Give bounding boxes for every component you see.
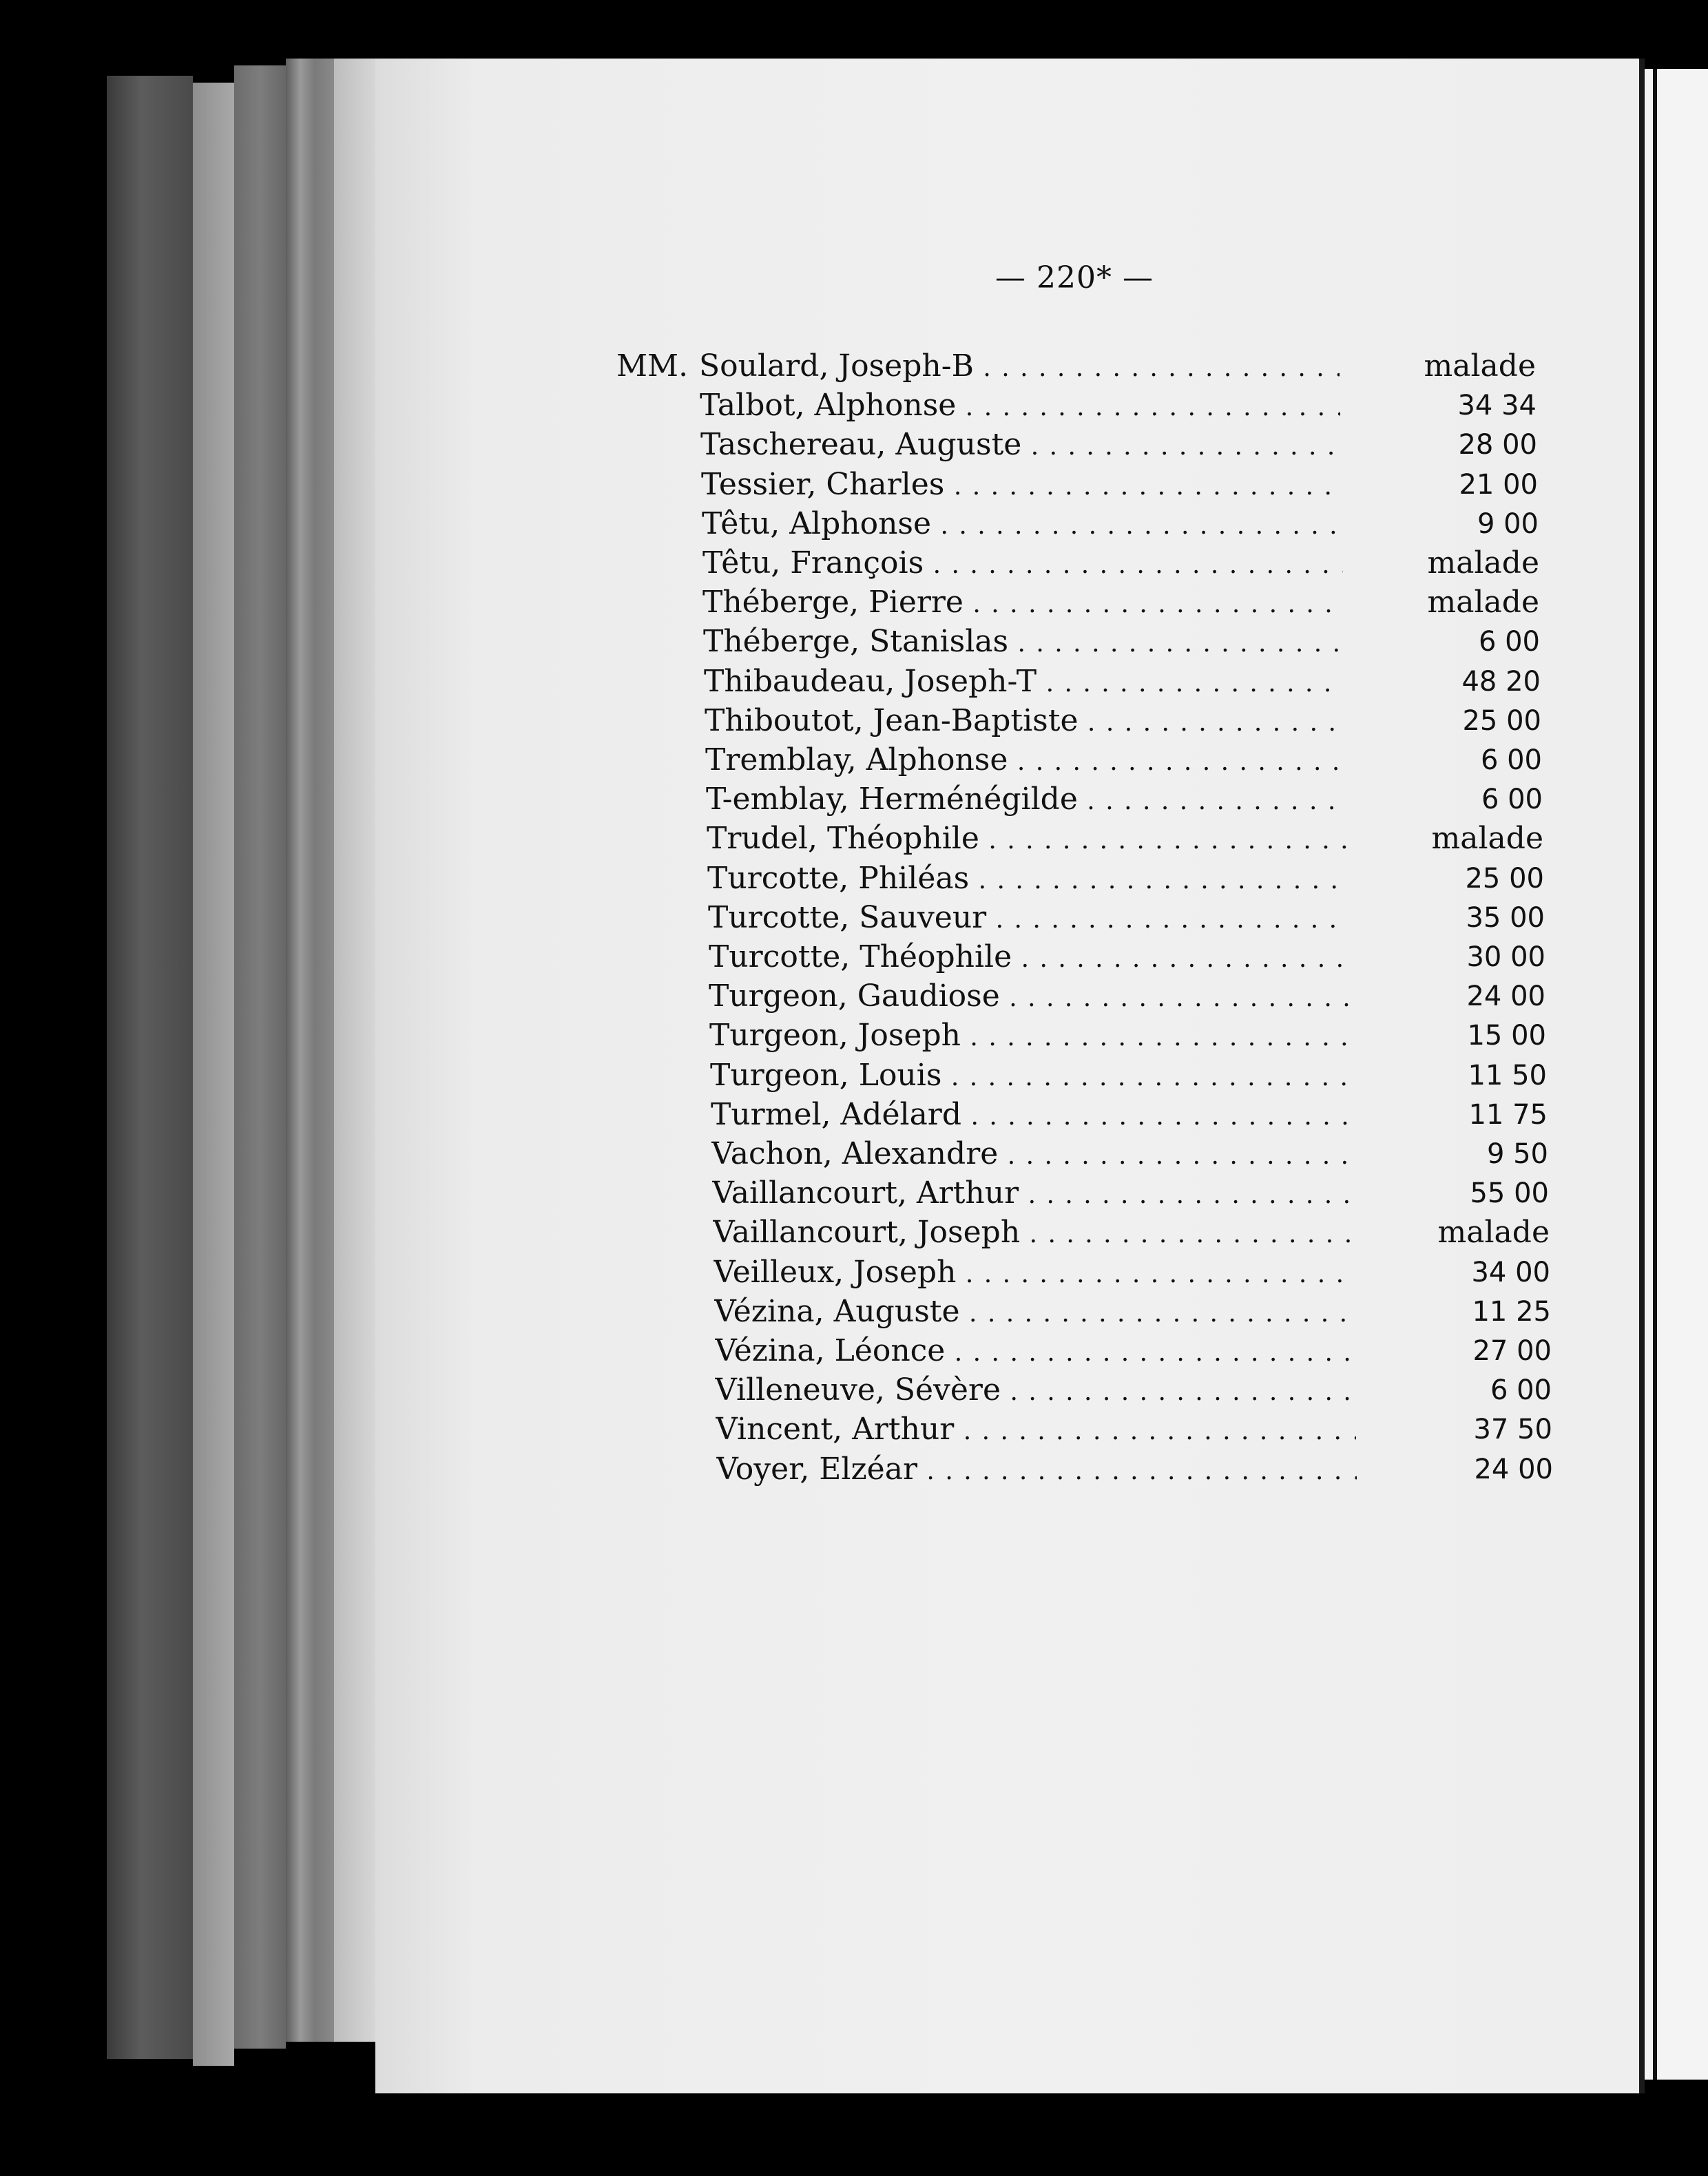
list-item: [0, 505, 1708, 543]
entry-name: Turcotte, Sauveur . . .: [708, 899, 1348, 939]
entry-amount: malade: [1427, 585, 1539, 620]
list-item: [0, 899, 1708, 937]
entry-name: Voyer, Elzéar . . .: [716, 1450, 1357, 1491]
list-item: [0, 1174, 1708, 1213]
entry-amount: 11 50: [1468, 1060, 1547, 1091]
entry-amount: 48 20: [1461, 666, 1541, 698]
list-item: [0, 859, 1708, 898]
entry-name: Villeneuve, Sévère . . .: [715, 1371, 1355, 1412]
entry-amount: 55 00: [1470, 1178, 1549, 1209]
entry-amount: 6 00: [1490, 1374, 1552, 1406]
entry-amount: 30 00: [1466, 941, 1545, 973]
entry-name: Trudel, Théophile . . .: [707, 819, 1347, 860]
entry-amount: 11 75: [1468, 1099, 1548, 1131]
entry-amount: 11 25: [1472, 1296, 1551, 1328]
entry-name: Thibaudeau, Joseph-T . . .: [704, 662, 1344, 703]
entry-name: Turgeon, Louis . . .: [710, 1056, 1351, 1097]
list-item: [0, 938, 1708, 976]
entry-name: Turmel, Adélard . . .: [711, 1096, 1351, 1136]
entry-amount: 35 00: [1466, 902, 1545, 934]
list-item: [0, 780, 1708, 819]
entry-amount: 9 00: [1477, 508, 1539, 540]
entry-amount: 6 00: [1480, 744, 1542, 776]
list-item: [0, 702, 1708, 740]
entry-name: Vincent, Arthur . . .: [716, 1410, 1356, 1451]
entry-amount: 21 00: [1459, 469, 1538, 501]
list-item: [0, 977, 1708, 1016]
entry-amount: 6 00: [1481, 784, 1543, 815]
entry-name: T-emblay, Herménégilde . . .: [706, 780, 1346, 821]
entry-name: Têtu, François . . .: [702, 544, 1343, 585]
entry-name: Vaillancourt, Arthur . . .: [712, 1174, 1353, 1215]
entry-amount: 25 00: [1465, 863, 1544, 895]
entry-amount: 25 00: [1462, 705, 1541, 737]
list-item: [0, 1332, 1708, 1370]
entry-amount: 6 00: [1478, 626, 1540, 658]
entry-name: Veilleux, Joseph . . .: [714, 1253, 1354, 1294]
entry-name: Vachon, Alexandre . . .: [711, 1135, 1352, 1175]
list-item: [0, 1253, 1708, 1292]
entry-amount: 24 00: [1466, 981, 1545, 1012]
entry-name: Vézina, Auguste . . .: [714, 1293, 1355, 1333]
entry-amount: malade: [1427, 545, 1539, 580]
entry-name: Tremblay, Alphonse . . .: [705, 741, 1346, 782]
list-item: [0, 1293, 1708, 1331]
entry-amount: 34 34: [1457, 390, 1537, 421]
list-item: [0, 1410, 1708, 1449]
entry-amount: 27 00: [1472, 1335, 1552, 1367]
list-item: [0, 662, 1708, 701]
entry-amount: malade: [1424, 348, 1536, 384]
list-item: [0, 1371, 1708, 1410]
entry-name: Talbot, Alphonse . . .: [700, 386, 1340, 427]
entry-amount: malade: [1437, 1215, 1550, 1250]
entry-name: Théberge, Pierre . . .: [702, 583, 1343, 624]
list-item: [0, 347, 1708, 386]
entry-name: Taschereau, Auguste . . .: [700, 426, 1341, 466]
list-item: [0, 623, 1708, 661]
list-item: [0, 741, 1708, 780]
entry-amount: malade: [1431, 821, 1543, 856]
list-item: [0, 465, 1708, 504]
list-item: [0, 544, 1708, 583]
list-item: [0, 426, 1708, 464]
entry-name: Vaillancourt, Joseph . . .: [713, 1213, 1353, 1254]
list-item: [0, 1135, 1708, 1173]
list-item: [0, 1096, 1708, 1134]
entry-name: Turgeon, Gaudiose . . .: [709, 977, 1349, 1018]
entry-name: Turgeon, Joseph . . .: [709, 1016, 1350, 1057]
entry-name: Vézina, Léonce . . .: [715, 1332, 1355, 1372]
list-item: [0, 1213, 1708, 1252]
list-item: [0, 1056, 1708, 1095]
list-item: [0, 1450, 1708, 1489]
entry-name: Thiboutot, Jean-Baptiste . . .: [705, 702, 1345, 742]
entry-name: Turcotte, Théophile . . .: [709, 938, 1349, 979]
entry-name: Théberge, Stanislas . . .: [703, 623, 1344, 663]
list-item: [0, 1016, 1708, 1055]
entry-amount: 34 00: [1471, 1257, 1550, 1288]
entry-amount: 37 50: [1473, 1414, 1552, 1445]
entry-name: Tessier, Charles . . .: [701, 465, 1342, 506]
page-number: — 220* —: [995, 260, 1154, 295]
entry-amount: 9 50: [1486, 1138, 1548, 1170]
list-item: [0, 819, 1708, 858]
entry-name: Soulard, Joseph-B . . .: [699, 347, 1340, 388]
entry-name: Turcotte, Philéas . . .: [707, 859, 1348, 900]
honorific-prefix: MM.: [616, 348, 689, 384]
entry-amount: 28 00: [1458, 429, 1537, 461]
entry-amount: 15 00: [1467, 1020, 1546, 1052]
list-item: [0, 386, 1708, 425]
entry-amount: 24 00: [1474, 1454, 1553, 1485]
entry-name: Têtu, Alphonse . . .: [702, 505, 1342, 545]
list-item: [0, 583, 1708, 622]
